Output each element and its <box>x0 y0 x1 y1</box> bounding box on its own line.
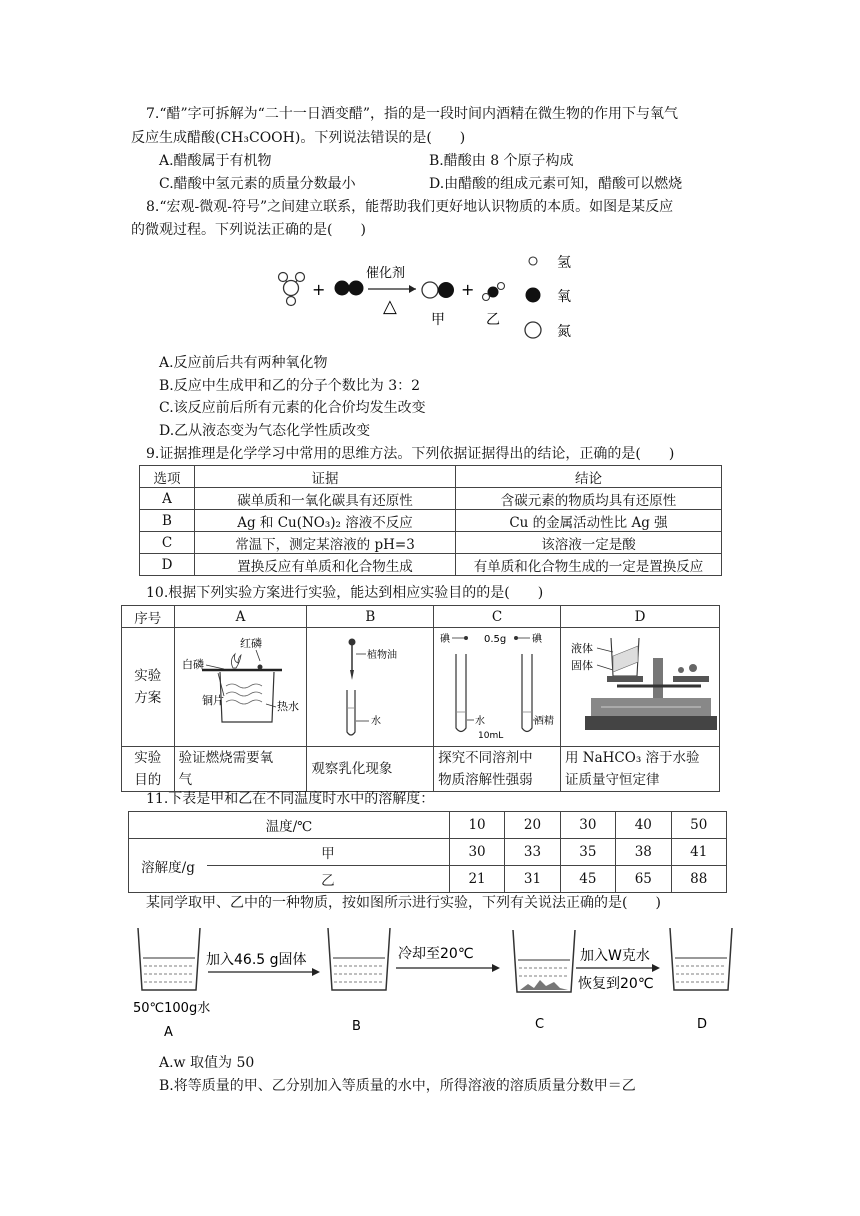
solubility-header: 溶解度/g <box>129 839 208 893</box>
q10-stem: 10.根据下列实验方案进行实验，能达到相应实验目的的是( ) <box>146 585 544 601</box>
q8-option-d[interactable]: D.乙从液态变为气态化学性质改变 <box>159 423 371 439</box>
beaker-flow-diagram <box>128 918 738 1043</box>
plus-sign-2: + <box>461 280 475 299</box>
q7-stem-line2: 反应生成醋酸(CH₃COOH)。下列说法错误的是( ) <box>131 130 466 146</box>
jia-cell: 33 <box>505 839 560 866</box>
q8-option-c[interactable]: C.该反应前后所有元素的化合价均发生改变 <box>159 400 426 416</box>
arrow1-label: 加入46.5 g固体 <box>206 952 307 968</box>
q11-option-a[interactable]: A.w 取值为 50 <box>159 1055 255 1071</box>
arrow3-label-top: 加入W克水 <box>580 948 650 964</box>
table-cell: Cu 的金属活动性比 Ag 强 <box>456 510 722 532</box>
label-hot-water: 热水 <box>277 700 300 713</box>
label-a: A <box>164 1025 173 1040</box>
purpose-b: 观察乳化现象 <box>307 747 434 792</box>
plus-sign: + <box>312 280 326 299</box>
fig-b-cell <box>307 628 434 747</box>
label-liquid: 液体 <box>571 642 593 655</box>
header-option: 选项 <box>140 466 195 488</box>
q11-option-b[interactable]: B.将等质量的甲、乙分别加入等质量的水中，所得溶液的溶质质量分数甲＝乙 <box>159 1078 636 1094</box>
label-white-phosphorus: 白磷 <box>182 658 205 671</box>
yi-label: 乙 <box>486 312 500 328</box>
q11-stem: 11.下表是甲和乙在不同温度时水中的溶解度： <box>146 791 435 807</box>
label-b: B <box>352 1019 361 1034</box>
product-jia <box>422 282 454 298</box>
jia-cell: 30 <box>449 839 504 866</box>
label-copper-sheet: 铜片 <box>202 694 225 707</box>
q8-option-b[interactable]: B.反应中生成甲和乙的分子个数比为 3：2 <box>159 378 421 394</box>
label-d: D <box>697 1017 708 1032</box>
label-water-c: 水 <box>475 716 486 727</box>
temp-cell: 20 <box>505 812 560 839</box>
catalyst-label: 催化剂 <box>366 266 406 281</box>
legend-hydrogen: 氢 <box>557 255 571 271</box>
label-iodine-1: 碘 <box>440 634 451 645</box>
label-mass: 0.5g <box>484 634 507 645</box>
yi-cell: 31 <box>505 866 560 893</box>
combustion-apparatus <box>178 628 302 742</box>
table-cell: A <box>140 488 195 510</box>
beaker-a <box>138 928 200 990</box>
header-col-b: B <box>307 606 434 628</box>
label-volume: 10mL <box>478 731 504 741</box>
q7-option-d[interactable]: D.由醋酸的组成元素可知，醋酸可以燃烧 <box>429 176 683 192</box>
header-col-a: A <box>174 606 307 628</box>
table-cell: 有单质和化合物生成的一定是置换反应 <box>456 554 722 576</box>
header-col-c: C <box>434 606 561 628</box>
header-conclusion: 结论 <box>456 466 722 488</box>
beaker-c <box>513 930 575 992</box>
balance-apparatus <box>561 628 719 742</box>
q9-table <box>139 465 722 576</box>
label-iodine-2: 碘 <box>532 634 543 645</box>
jia-label: 甲 <box>431 312 445 328</box>
row-label-plan: 实验 方案 <box>122 628 175 747</box>
q11-table <box>128 811 727 893</box>
table-cell: D <box>140 554 195 576</box>
reactant-molecule-1 <box>279 273 305 306</box>
legend-nitrogen: 氮 <box>557 324 571 340</box>
q7-option-a[interactable]: A.醋酸属于有机物 <box>159 153 272 169</box>
label-red-phosphorus: 红磷 <box>240 637 263 650</box>
arrow2-label: 冷却至20℃ <box>398 946 474 962</box>
legend-oxygen: 氧 <box>557 289 571 305</box>
q8-option-a[interactable]: A.反应前后共有两种氧化物 <box>159 355 328 371</box>
q8-stem-line1: 8.“宏观-微观-符号”之间建立联系，能帮助我们更好地认识物质的本质。如图是某反应 <box>146 199 674 215</box>
row-label-purpose: 实验 目的 <box>122 747 175 792</box>
heat-symbol: △ <box>383 296 397 317</box>
header-col-d: D <box>561 606 720 628</box>
temp-cell: 40 <box>616 812 671 839</box>
q8-stem-line2: 的微观过程。下列说法正确的是( ) <box>131 222 366 238</box>
fig-c-cell <box>434 628 561 747</box>
q10-table <box>121 605 720 792</box>
purpose-a: 验证燃烧需要氧 气 <box>174 747 307 792</box>
reactant-molecule-2 <box>335 281 364 296</box>
yi-cell: 45 <box>560 866 615 893</box>
q7-option-b[interactable]: B.醋酸由 8 个原子构成 <box>429 153 574 169</box>
beaker-b <box>328 928 390 990</box>
reaction-diagram <box>270 248 590 346</box>
temp-cell: 30 <box>560 812 615 839</box>
solubility-apparatus <box>438 628 556 742</box>
table-cell: B <box>140 510 195 532</box>
q9-stem: 9.证据推理是化学学习中常用的思维方法。下列依据证据得出的结论，正确的是( ) <box>146 446 675 462</box>
label-solid: 固体 <box>571 659 593 672</box>
q11-stem2: 某同学取甲、乙中的一种物质，按如图所示进行实验，下列有关说法正确的是( ) <box>146 895 661 911</box>
arrow3-label-bottom: 恢复到20℃ <box>578 976 654 992</box>
emulsion-apparatus <box>311 628 429 742</box>
label-alcohol: 酒精 <box>534 716 555 727</box>
product-yi <box>483 283 505 301</box>
temp-cell: 50 <box>671 812 726 839</box>
temp-header: 温度/℃ <box>129 812 450 839</box>
label-vegetable-oil: 植物油 <box>367 650 398 661</box>
yi-row-label: 乙 <box>207 866 449 893</box>
yi-cell: 88 <box>671 866 726 893</box>
table-cell: 含碳元素的物质均具有还原性 <box>456 488 722 510</box>
fig-a-cell <box>174 628 307 747</box>
table-cell: C <box>140 532 195 554</box>
header-serial: 序号 <box>122 606 175 628</box>
q7-option-c[interactable]: C.醋酸中氢元素的质量分数最小 <box>159 176 356 192</box>
beaker-d <box>670 928 732 990</box>
table-cell: Ag 和 Cu(NO₃)₂ 溶液不反应 <box>195 510 456 532</box>
yi-cell: 65 <box>616 866 671 893</box>
purpose-c: 探究不同溶剂中 物质溶解性强弱 <box>434 747 561 792</box>
fig-d-cell <box>561 628 720 747</box>
q7-stem-line1: 7.“醋”字可拆解为“二十一日酒变醋”，指的是一段时间内酒精在微生物的作用下与氧气 <box>146 106 678 122</box>
jia-cell: 41 <box>671 839 726 866</box>
table-cell: 置换反应有单质和化合物生成 <box>195 554 456 576</box>
jia-cell: 38 <box>616 839 671 866</box>
table-cell: 碳单质和一氧化碳具有还原性 <box>195 488 456 510</box>
header-evidence: 证据 <box>195 466 456 488</box>
label-c: C <box>535 1017 545 1032</box>
jia-cell: 35 <box>560 839 615 866</box>
label-water-b: 水 <box>371 716 382 727</box>
purpose-d: 用 NaHCO₃ 溶于水验 证质量守恒定律 <box>561 747 720 792</box>
jia-row-label: 甲 <box>207 839 449 866</box>
temp-cell: 10 <box>449 812 504 839</box>
table-cell: 常温下，测定某溶液的 pH=3 <box>195 532 456 554</box>
yi-cell: 21 <box>449 866 504 893</box>
beaker-a-note: 50℃100g水 <box>133 1001 211 1016</box>
table-cell: 该溶液一定是酸 <box>456 532 722 554</box>
